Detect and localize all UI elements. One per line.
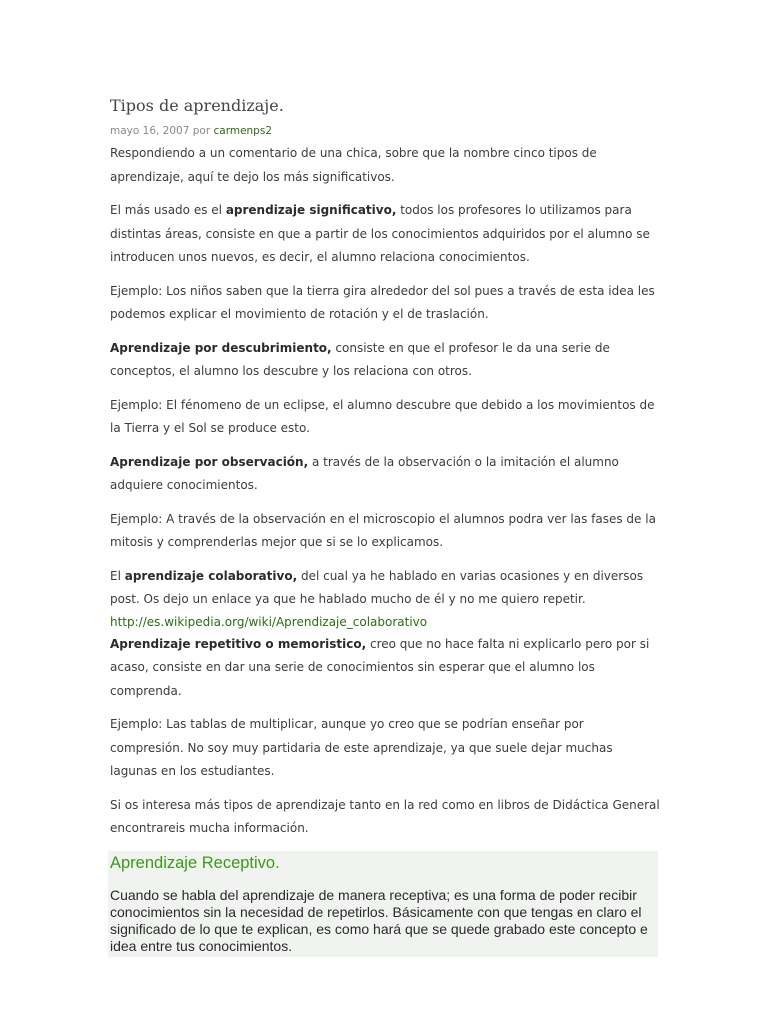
observacion-term: Aprendizaje por observación, bbox=[110, 454, 309, 469]
article bbox=[110, 96, 660, 957]
closing-paragraph: Si os interesa más tipos de aprendizaje tanto en la red como en libros de Didáctica General encontrareis mucha información. bbox=[110, 797, 660, 835]
descubrimiento-paragraph bbox=[110, 337, 660, 384]
colaborativo-post: del cual ya he hablado en varias ocasiones y en diversos post. Os dejo un enlace ya que he hablado mucho de él y no me quiero repetir. bbox=[110, 568, 644, 606]
receptive-heading: Aprendizaje Receptivo. bbox=[110, 853, 280, 872]
intro-paragraph: Respondiendo a un comentario de una chica, sobre que la nombre cinco tipos de aprendizaje, aquí te dejo los más significativos. bbox=[110, 146, 597, 184]
wikipedia-link[interactable]: http://es.wikipedia.org/wiki/Aprendizaje_colaborativo bbox=[110, 614, 428, 629]
significativo-paragraph bbox=[110, 199, 660, 270]
post-by: por bbox=[192, 125, 211, 137]
descubrimiento-post: consiste en que el profesor le da una serie de conceptos, el alumno los descubre y los relaciona con otros. bbox=[110, 340, 610, 378]
author-link[interactable]: carmenps2 bbox=[213, 125, 272, 137]
observacion-paragraph bbox=[110, 451, 660, 498]
observacion-example: Ejemplo: A través de la observación en el microscopio el alumnos podra ver las fases de la mitosis y comprenderlas mejor que si se lo explicamos. bbox=[110, 511, 656, 549]
repetitivo-post: creo que no hace falta ni explicarlo pero por si acaso, consiste en dar una serie de conocimientos sin esperar que el alumno los comprenda. bbox=[110, 636, 650, 698]
significativo-term: aprendizaje significativo, bbox=[225, 203, 397, 217]
significativo-pre: El más usado es el bbox=[110, 203, 226, 217]
descubrimiento-example: Ejemplo: El fénomeno de un eclipse, el alumno descubre que debido a los movimientos de la Tierra y el Sol se produce esto. bbox=[110, 397, 655, 435]
repetitivo-example: Ejemplo: Las tablas de multiplicar, aunque yo creo que se podrían enseñar por compresión. No soy muy partidaria de este aprendizaje, ya que suele dejar muchas lagunas en los estudiantes. bbox=[110, 717, 613, 778]
observacion-post: a través de la observación o la imitación el alumno adquiere conocimientos. bbox=[110, 454, 619, 492]
descubrimiento-term: Aprendizaje por descubrimiento, bbox=[110, 340, 332, 355]
colaborativo-term: aprendizaje colaborativo, bbox=[124, 568, 298, 583]
post-meta bbox=[110, 125, 660, 137]
significativo-post: todos los profesores lo utilizamos para distintas áreas, consiste en que a partir de los conocimientos adquiridos por el alumno se introducen unos nuevos, es decir, el alumno relaciona conocimientos. bbox=[110, 203, 650, 264]
colaborativo-pre: El bbox=[110, 568, 125, 583]
receptive-text: Cuando se habla del aprendizaje de manera receptiva; es una forma de poder recibir conocimientos sin la necesidad de repetirlos. Básicamente con que tengas en claro el significado de lo que te explican, es como hará que se quede grabado este concepto e idea entre tus conocimientos. bbox=[110, 886, 648, 954]
post-title: Tipos de aprendizaje. bbox=[110, 96, 284, 115]
receptive-section bbox=[108, 851, 658, 957]
post-date: mayo 16, 2007 bbox=[110, 125, 190, 137]
significativo-example: Ejemplo: Los niños saben que la tierra gira alrededor del sol pues a través de esta idea les podemos explicar el movimiento de rotación y el de traslación. bbox=[110, 283, 655, 321]
repetitivo-term: Aprendizaje repetitivo o memoristico, bbox=[110, 636, 367, 651]
repetitivo-paragraph bbox=[110, 633, 660, 704]
colaborativo-paragraph bbox=[110, 565, 660, 612]
